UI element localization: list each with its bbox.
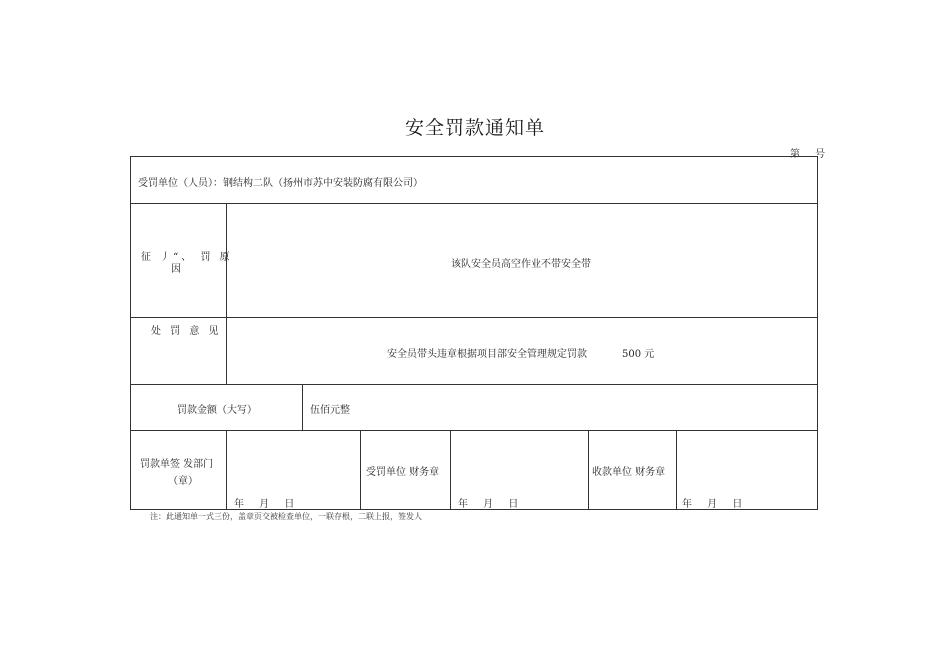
row-divider-3	[131, 384, 817, 385]
recipient-field: 受罚单位（人员）：钢结构二队（扬州市苏中安装防腐有限公司）	[138, 178, 423, 189]
opinion-label: 处 罚 意 见	[151, 326, 222, 337]
signature-column-divider-3	[450, 430, 451, 510]
issuer-department-label: 罚款单签 发部门	[140, 459, 214, 470]
fine-amount-value: 伍佰元整	[310, 405, 350, 416]
row-divider-1	[131, 203, 817, 204]
recipient-finance-seal-label: 受罚单位 财务章	[366, 467, 440, 478]
row-divider-2	[131, 317, 817, 318]
row-divider-4	[131, 430, 817, 431]
collector-finance-seal-label: 收款单位 财务章	[592, 467, 666, 478]
signature-column-divider-5	[676, 430, 677, 510]
opinion-content: 安全员带头违章根据项目部安全管理规定罚款	[387, 349, 587, 360]
label-column-divider	[226, 203, 227, 384]
issuer-date: 年 月 日	[234, 499, 301, 510]
signature-column-divider-2	[360, 430, 361, 510]
issuer-department-seal-label: （章）	[168, 476, 198, 487]
recipient-date: 年 月 日	[458, 499, 525, 510]
reason-content: 该队安全员高空作业不带安全带	[451, 259, 591, 270]
collector-date: 年 月 日	[682, 499, 749, 510]
footnote: 注：此通知单一式三份，盖章页交被检查单位，一联存根，二联上报，签发人	[150, 512, 422, 521]
reason-label-continued: 因	[171, 264, 181, 275]
signature-column-divider-1	[226, 430, 227, 510]
page-title: 安全罚款通知单	[404, 117, 545, 139]
opinion-amount: 500 元	[622, 349, 655, 360]
fine-amount-label: 罚款金额（大写）	[177, 405, 257, 416]
signature-column-divider-4	[588, 430, 589, 510]
form-number-label: 第 号	[790, 149, 832, 160]
penalty-notice-form	[130, 156, 818, 510]
amount-column-divider	[302, 384, 303, 430]
reason-label: 征 丿“、 罚 原	[141, 252, 233, 263]
